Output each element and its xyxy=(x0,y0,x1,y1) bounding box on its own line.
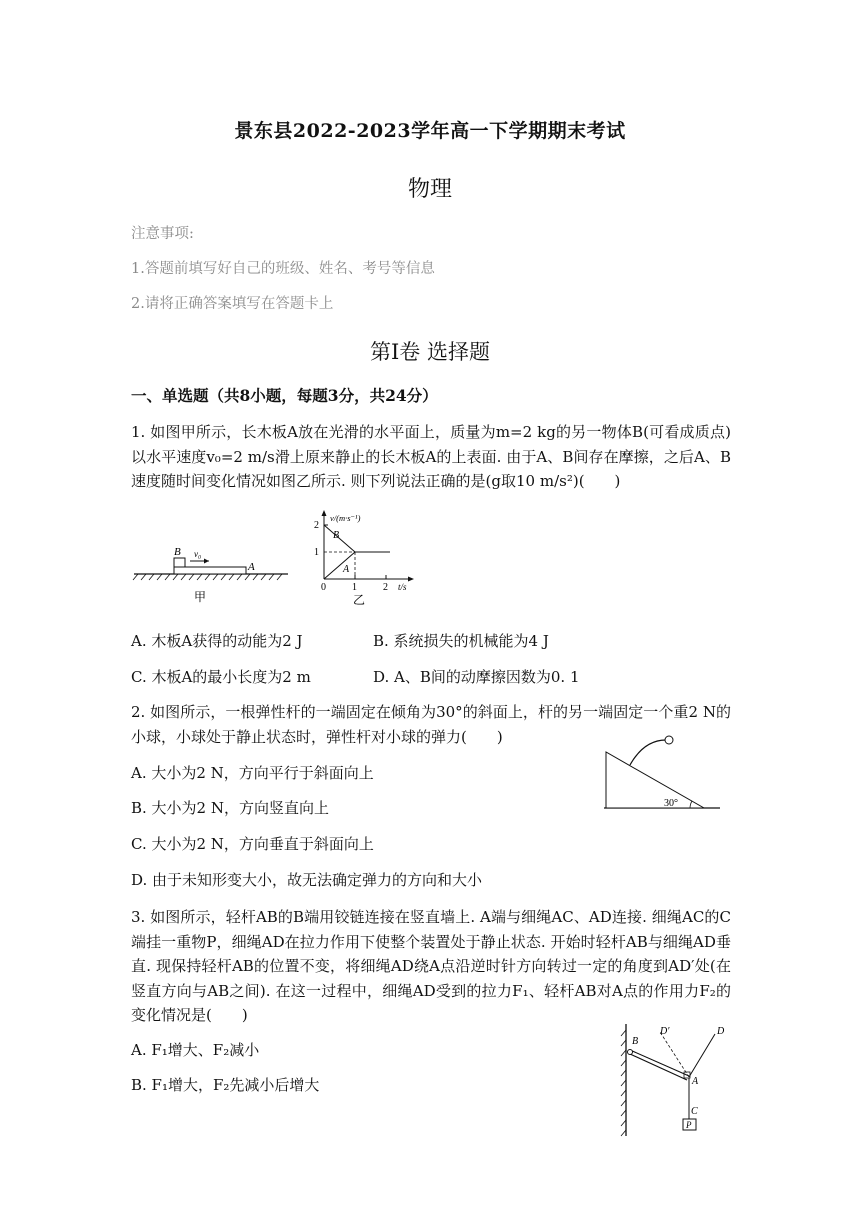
q2-option-a: A. 大小为2 N，方向平行于斜面向上 xyxy=(131,764,374,782)
label-D-prime: D′ xyxy=(660,1026,670,1037)
elastic-rod xyxy=(630,740,666,765)
x-tick: 0 xyxy=(321,582,326,593)
line-B xyxy=(324,525,355,552)
y-tick: 2 xyxy=(314,520,319,531)
figure-incline xyxy=(600,728,725,813)
label-B: B xyxy=(632,1036,639,1047)
caption-yi: 乙 xyxy=(353,593,366,607)
label-v0: v₀ xyxy=(194,549,202,559)
notice-heading: 注意事项: xyxy=(131,226,194,242)
ball xyxy=(665,736,673,744)
curve-label-A: A xyxy=(343,564,350,575)
y-tick: 1 xyxy=(314,547,319,558)
q2-option-b: B. 大小为2 N，方向竖直向上 xyxy=(131,799,329,817)
curve-label-B: B xyxy=(333,530,340,541)
figure-yi xyxy=(310,506,420,612)
caption-jia: 甲 xyxy=(194,590,207,604)
label-P: P xyxy=(686,1120,692,1130)
q2-option-d: D. 由于未知形变大小，故无法确定弹力的方向和大小 xyxy=(131,871,483,889)
q2-option-c: C. 大小为2 N，方向垂直于斜面向上 xyxy=(131,835,374,853)
q3-option-b: B. F₁增大，F₂先减小后增大 xyxy=(131,1076,320,1094)
q1-option-c: C. 木板A的最小长度为2 m xyxy=(131,668,311,686)
section-title: 第Ⅰ卷 选择题 xyxy=(370,340,490,364)
figure-rod xyxy=(612,1022,742,1138)
question-1-text: 1. 如图甲所示，长木板A放在光滑的水平面上，质量为m=2 kg的另一物体B(可看成质点)以水平速度v₀=2 m/s滑上原来静止的长木板A的上表面. 由于A、B间存在摩擦，之后A、B速度随时间变化情况如图乙所示. 则下列说法正确的是(g取10 m/s²)( ) xyxy=(131,423,731,490)
question-type-heading: 一、单选题（共8小题，每题3分，共24分） xyxy=(131,386,438,405)
question-2-text: 2. 如图所示，一根弹性杆的一端固定在倾角为30°的斜面上，杆的另一端固定一个重2 N的小球，小球处于静止状态时，弹性杆对小球的弹力( ) xyxy=(131,703,731,746)
subject-title: 物理 xyxy=(407,177,452,202)
figure-jia xyxy=(130,500,290,610)
label-D: D xyxy=(717,1026,725,1037)
q3-option-a: A. F₁增大、F₂减小 xyxy=(131,1041,260,1059)
q1-option-b: B. 系统损失的机械能为4 J xyxy=(373,632,549,650)
label-A: A xyxy=(692,1076,699,1087)
exam-title: 景东县2022-2023学年高一下学期期末考试 xyxy=(234,120,626,142)
label-A: A xyxy=(248,561,255,573)
q1-option-a: A. 木板A获得的动能为2 J xyxy=(131,632,303,650)
notice-item: 1.答题前填写好自己的班级、姓名、考号等信息 xyxy=(131,261,435,277)
line-A xyxy=(324,552,355,579)
y-axis-label: v/(m·s⁻¹) xyxy=(330,513,361,523)
x-axis-label: t/s xyxy=(398,582,407,592)
label-B: B xyxy=(174,546,181,558)
notice-item: 2.请将正确答案填写在答题卡上 xyxy=(131,296,334,312)
question-3-text: 3. 如图所示，轻杆AB的B端用铰链连接在竖直墙上. A端与细绳AC、AD连接. 细绳AC的C端挂一重物P，细绳AD在拉力作用下使整个装置处于静止状态. 开始时轻杆AB与细绳AD垂直. 现保持轻杆AB的位置不变，将细绳AD绕A点沿逆时针方向转过一定的角度到AD′处(在竖直方向与AB之间). 在这一过程中，细绳AD受到的拉力F₁、轻杆AB对A点的作用力F₂的变化情况是( ) xyxy=(131,908,731,1024)
q1-option-d: D. A、B间的动摩擦因数为0. 1 xyxy=(373,668,580,686)
angle-label: 30° xyxy=(664,798,678,809)
x-tick: 1 xyxy=(352,582,357,593)
x-tick: 2 xyxy=(383,582,388,593)
label-C: C xyxy=(691,1106,698,1117)
